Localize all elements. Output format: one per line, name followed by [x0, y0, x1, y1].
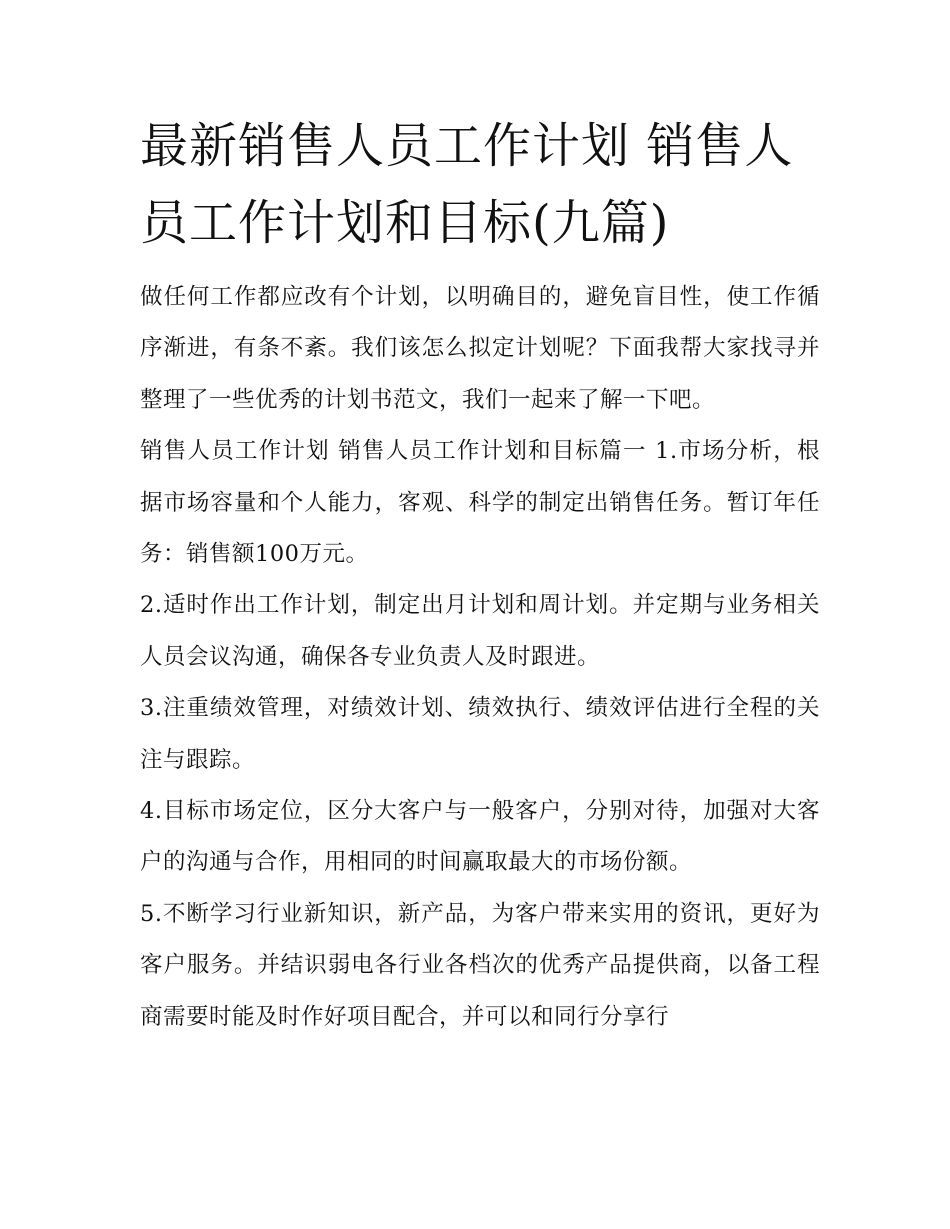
item-3-paragraph: 3.注重绩效管理，对绩效计划、绩效执行、绩效评估进行全程的关注与跟踪。	[140, 695, 820, 773]
document-title: 最新销售人员工作计划 销售人员工作计划和目标(九篇)	[140, 118, 794, 251]
document-body	[140, 108, 820, 1043]
intro-paragraph: 做任何工作都应改有个计划，以明确目的，避免盲目性，使工作循序渐进，有条不紊。我们该怎么拟定计划呢？下面我帮大家找寻并整理了一些优秀的计划书范文，我们一起来了解一下吧。	[140, 284, 820, 413]
item-5-paragraph: 5.不断学习行业新知识，新产品，为客户带来实用的资讯，更好为客户服务。并结识弱电各行业各档次的优秀产品提供商，以备工程商需要时能及时作好项目配合，并可以和同行分享行	[140, 900, 820, 1030]
item-1-paragraph: 销售人员工作计划 销售人员工作计划和目标篇一 1.市场分析，根据市场容量和个人能力，客观、科学的制定出销售任务。暂订年任务：销售额100万元。	[140, 438, 820, 568]
item-4-paragraph: 4.目标市场定位，区分大客户与一般客户，分别对待，加强对大客户的沟通与合作，用相同的时间赢取最大的市场份额。	[140, 798, 820, 876]
item-2-paragraph: 2.适时作出工作计划，制定出月计划和周计划。并定期与业务相关人员会议沟通，确保各专业负责人及时跟进。	[140, 592, 820, 670]
